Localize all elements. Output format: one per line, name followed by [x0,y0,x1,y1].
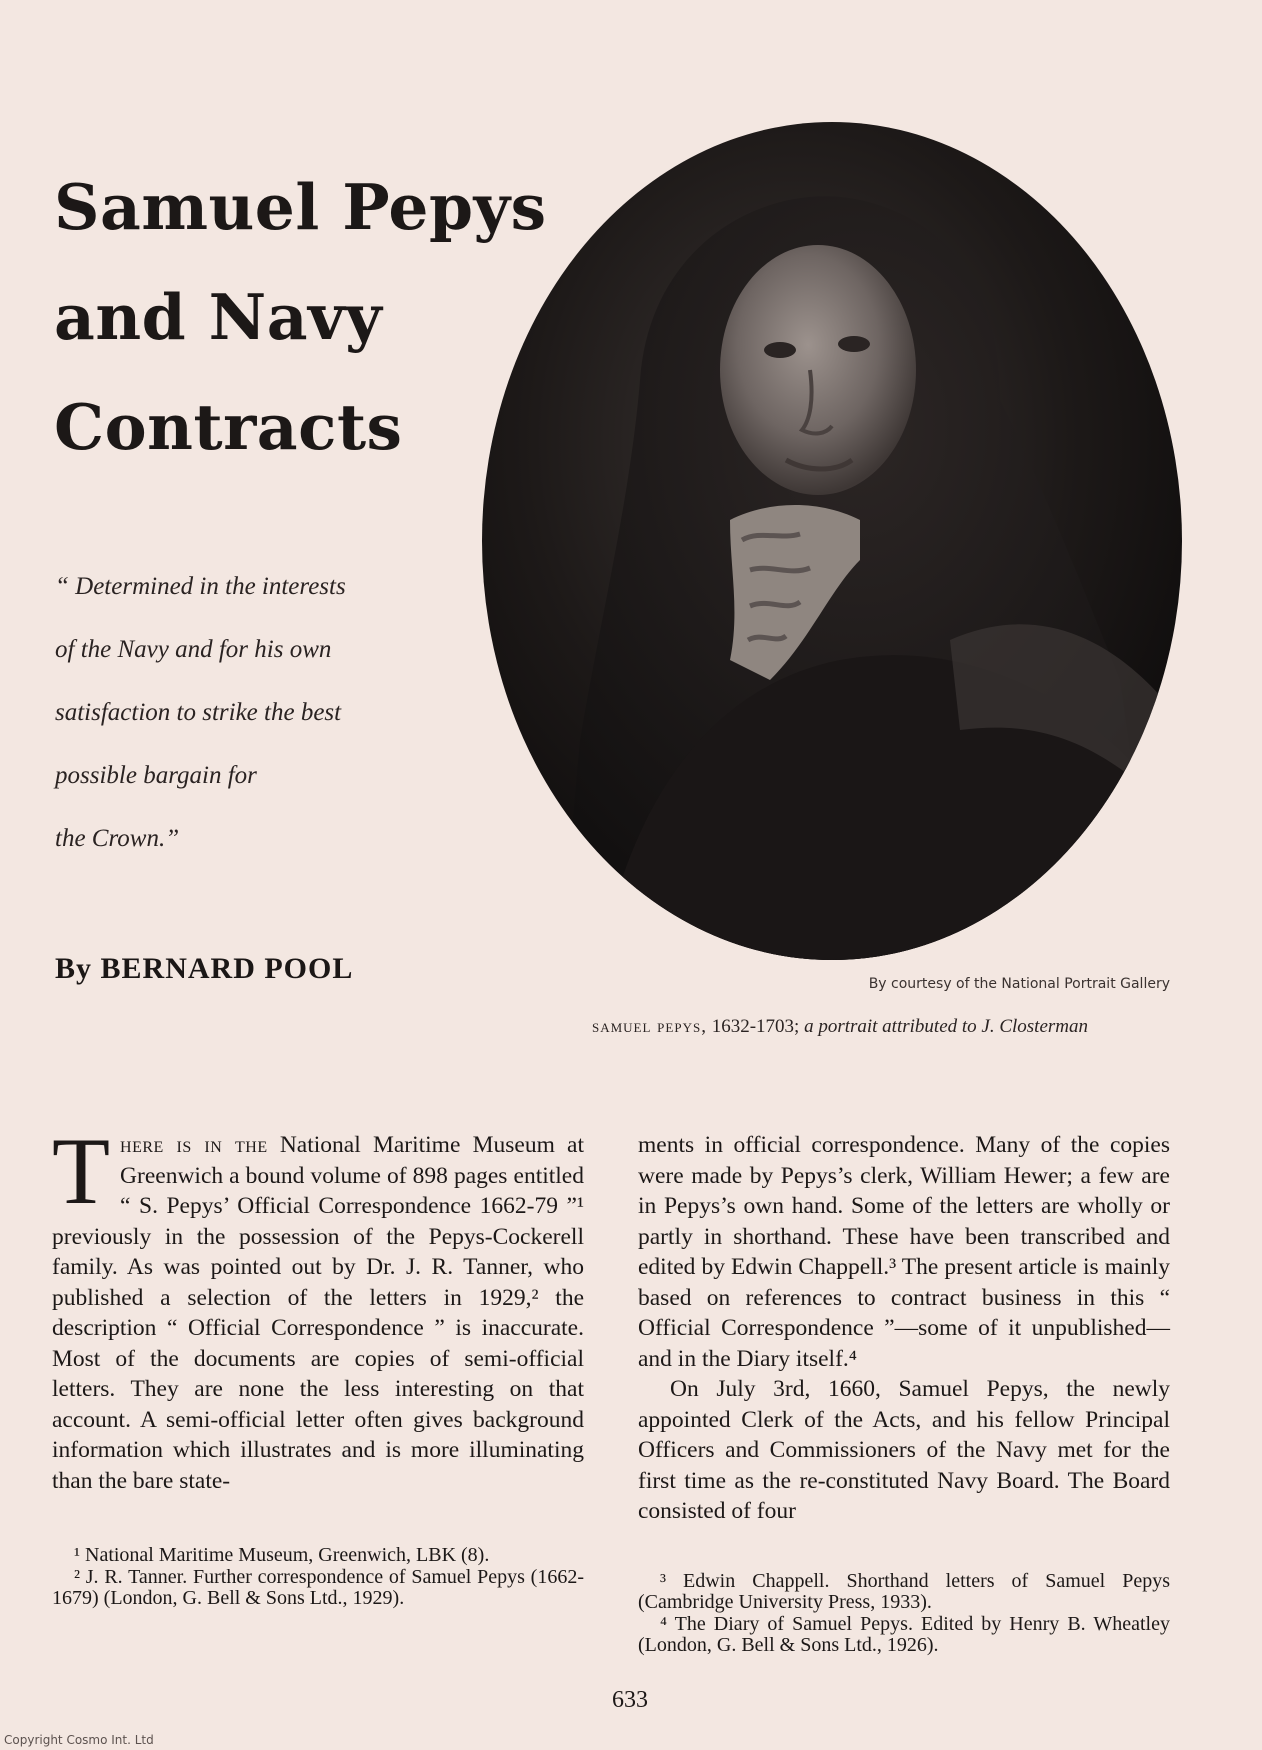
caption-attribution: a portrait attributed to J. Closterman [804,1016,1089,1037]
body-column-left [52,1118,585,1496]
body-text-left: National Maritime Museum at Greenwich a bound volume of 898 pages entitled “ S. Pepys’ Official Correspondence 1662-79 ”¹ previously in the possession of the Pepys-Cockerell family. As was pointed out by Dr. J. R. Tanner, who published a selection of the letters in 1929,² the description “ Official Correspondence ” is inaccurate. Most of the documents are copies of semi-official letters. They are none the less interesting on that account. A semi-official letter often gives background information which illustrates and is more illuminating than the bare state- [52,1132,585,1494]
title-line-3: Contracts [54,390,403,464]
copyright-notice: Copyright Cosmo Int. Ltd [4,1733,154,1747]
body-paragraph-1 [52,1118,585,1496]
quote-line-2: of the Navy and for his own [55,636,332,663]
footnote-3: ³ Edwin Chappell. Shorthand letters of Samuel Pepys (Cambridge University Press, 1933). [638,1570,1170,1613]
footnotes-left [52,1545,584,1610]
portrait-svg [480,120,1184,962]
body-paragraph-1-cont: ments in official correspondence. Many of the copies were made by Pepys’s clerk, William Hewer; a few are in Pepys’s own hand. Some of the letters are wholly or partly in shorthand. These have been transcribed and edited by Edwin Chappell.³ The present article is mainly based on references to contract business in this “ Official Correspondence ”—some of it unpublished—and in the Diary itself.⁴ [638,1132,1170,1372]
footnote-2: ² J. R. Tanner. Further correspondence of Samuel Pepys (1662-1679) (London, G. Bell & Sons Ltd., 1929). [52,1566,584,1609]
photo-credit: By courtesy of the National Portrait Gallery [868,976,1170,992]
opening-words: here is in the [120,1132,268,1158]
page-number: 633 [612,1687,648,1713]
footnote-4: ⁴ The Diary of Samuel Pepys. Edited by Henry B. Wheatley (London, G. Bell & Sons Ltd., 1926). [638,1613,1170,1656]
body-column-right [638,1130,1170,1527]
title-line-1: Samuel Pepys [54,170,547,244]
quote-line-5: the Crown.” [55,825,180,852]
pull-quote [55,555,405,870]
article-title [54,152,554,482]
author-byline: By BERNARD POOL [55,952,354,985]
footnote-1: ¹ National Maritime Museum, Greenwich, LBK (8). [74,1544,490,1566]
portrait-image [480,120,1184,962]
quote-line-1: “ Determined in the interests [55,573,346,600]
footnotes-right [638,1571,1170,1657]
quote-line-4: possible bargain for [55,762,257,789]
portrait-caption [560,1016,1120,1038]
quote-line-3: satisfaction to strike the best [55,699,342,726]
caption-name: samuel pepys, [591,1016,707,1037]
caption-dates: 1632-1703; [711,1016,800,1037]
drop-cap: T [52,1118,111,1224]
title-line-2: and Navy [54,280,383,354]
body-paragraph-2: On July 3rd, 1660, Samuel Pepys, the newly appointed Clerk of the Acts, and his fellow Principal Officers and Commissioners of the Navy met for the first time as the re-constituted Navy Board. The Board consisted of four [638,1376,1170,1524]
